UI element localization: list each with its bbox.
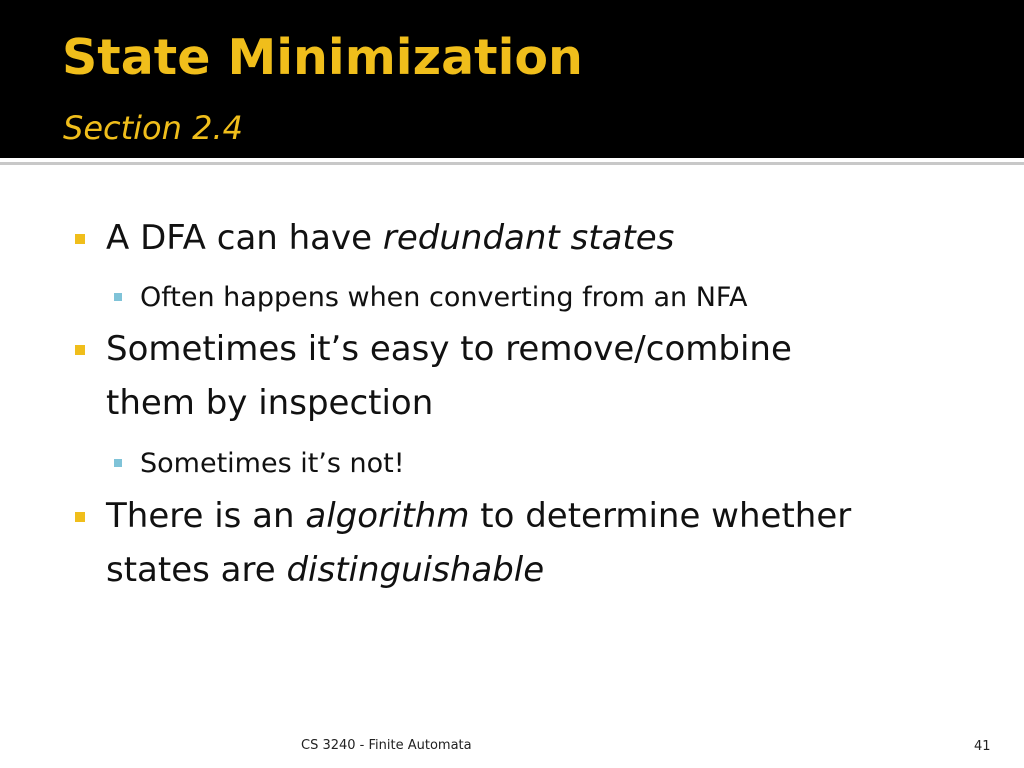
bullet-line: them by inspection — [106, 383, 434, 423]
bullet-line — [106, 543, 986, 597]
bullet-text: to determine whether — [469, 496, 852, 536]
bullet-text: There is an — [106, 496, 306, 536]
bullet-marker-icon — [75, 234, 85, 244]
sub-bullet-not-easy: Sometimes it’s not! — [140, 448, 405, 479]
slide-subtitle: Section 2.4 — [63, 109, 243, 147]
bullet-emphasis: redundant states — [382, 218, 675, 258]
slide-title: State Minimization — [62, 29, 583, 86]
bullet-marker-icon — [75, 345, 85, 355]
bullet-emphasis: algorithm — [305, 496, 470, 536]
footer-course: CS 3240 - Finite Automata — [301, 738, 472, 753]
sub-bullet-marker-icon — [114, 459, 122, 467]
bullet-redundant-states — [106, 211, 986, 265]
bullet-algorithm — [106, 489, 986, 597]
bullet-text: A DFA can have — [106, 218, 383, 258]
bullet-text: states are — [106, 550, 287, 590]
slide-number: 41 — [974, 739, 991, 754]
bullet-emphasis: distinguishable — [286, 550, 545, 590]
bullet-line — [106, 489, 986, 543]
bullet-line: Sometimes it’s easy to remove/combine — [106, 329, 792, 369]
bullet-marker-icon — [75, 512, 85, 522]
sub-bullet-marker-icon — [114, 293, 122, 301]
sub-bullet-nfa-conversion: Often happens when converting from an NFA — [140, 282, 748, 313]
bullet-inspection — [106, 322, 986, 430]
